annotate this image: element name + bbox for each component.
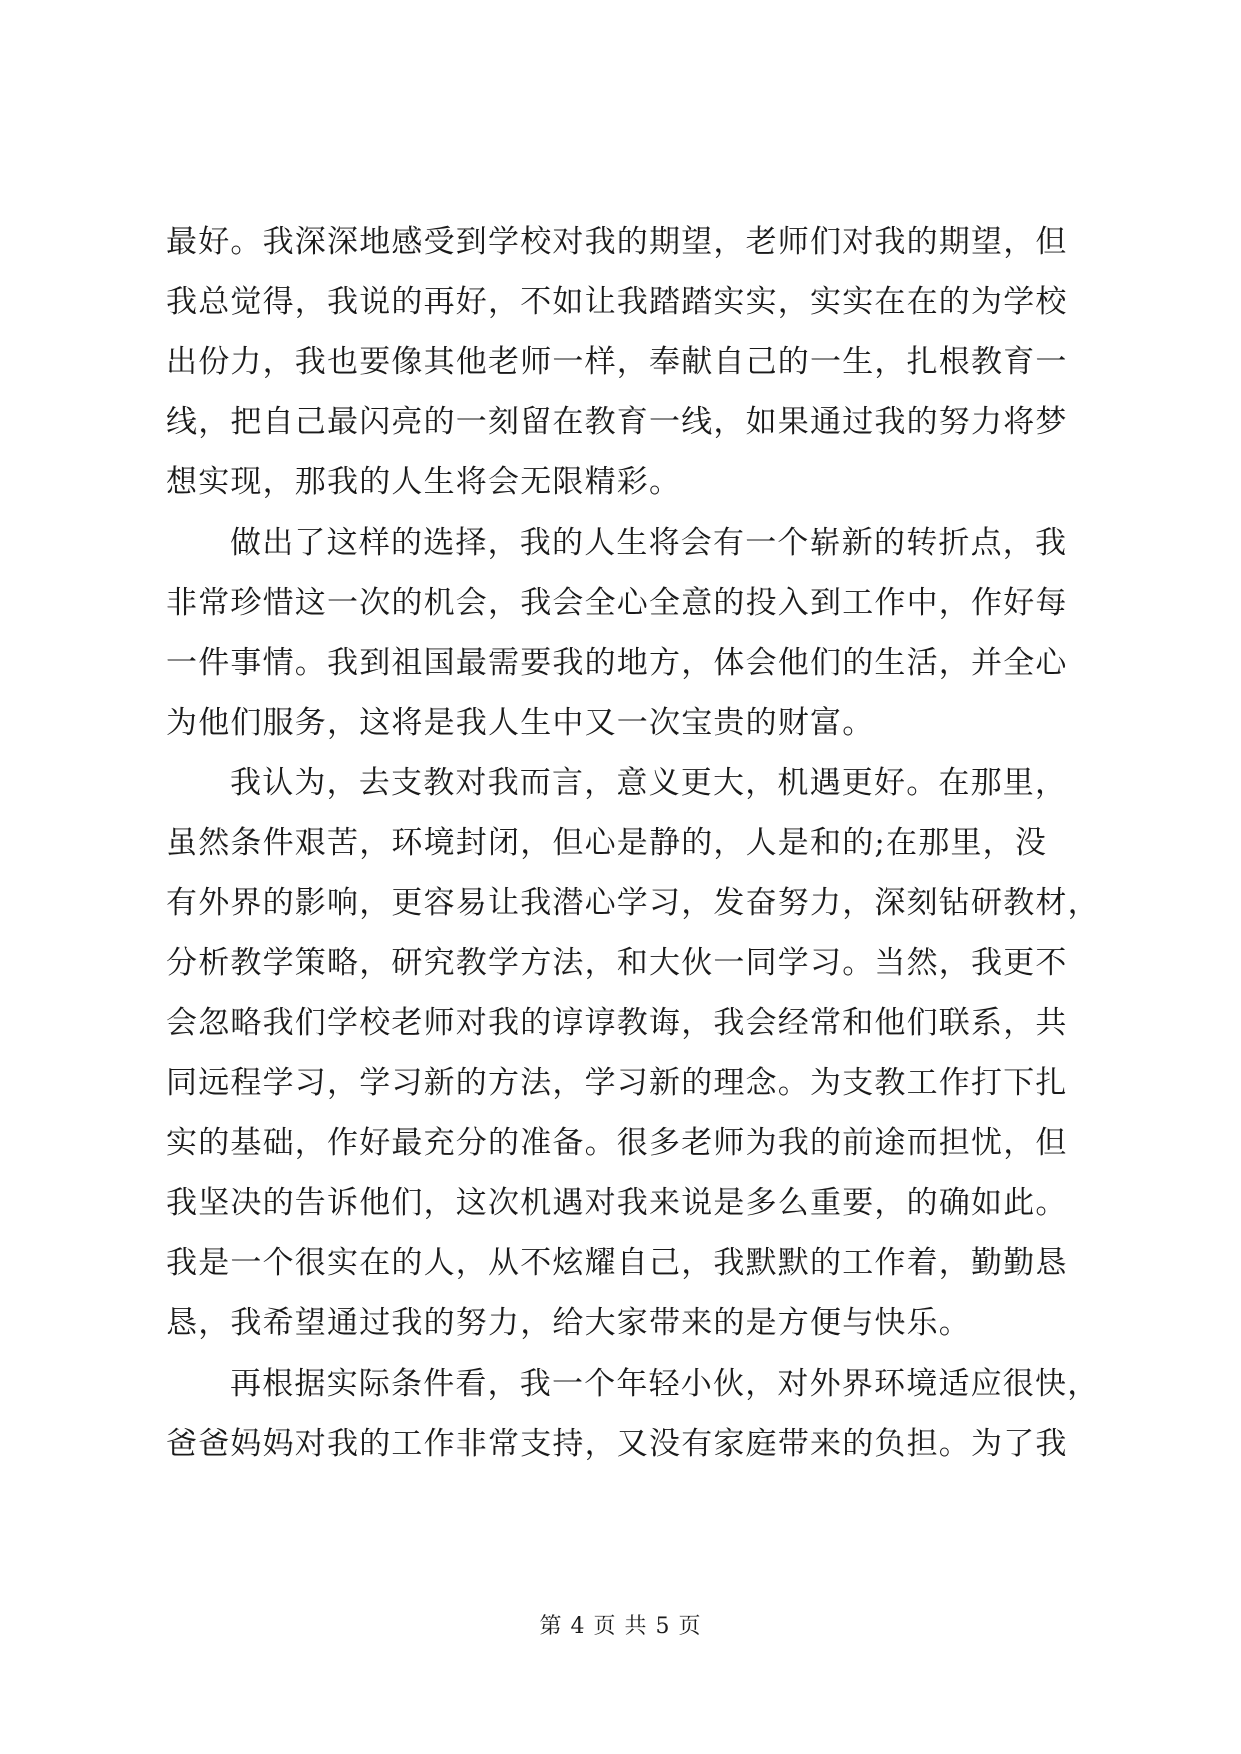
paragraph-first-line: 再根据实际条件看，我一个年轻小伙，对外界环境适应很快， — [230, 1366, 1100, 1402]
text-line: 线，把自己最闪亮的一刻留在教育一线，如果通过我的努力将梦 — [166, 404, 1068, 440]
text-line: 恳，我希望通过我的努力，给大家带来的是方便与快乐。 — [166, 1305, 971, 1341]
text-line: 分析教学策略，研究教学方法，和大伙一同学习。当然，我更不 — [166, 945, 1068, 981]
paragraph-first-line: 我认为，去支教对我而言，意义更大，机遇更好。在那里， — [230, 765, 1068, 801]
text-line: 会忽略我们学校老师对我的谆谆教诲，我会经常和他们联系，共 — [166, 1005, 1068, 1041]
text-line: 我坚决的告诉他们，这次机遇对我来说是多么重要，的确如此。 — [166, 1185, 1068, 1221]
text-line: 爸爸妈妈对我的工作非常支持，又没有家庭带来的负担。为了我 — [166, 1426, 1068, 1462]
text-line: 有外界的影响，更容易让我潜心学习，发奋努力，深刻钻研教材， — [166, 885, 1100, 921]
text-line: 非常珍惜这一次的机会，我会全心全意的投入到工作中，作好每 — [166, 585, 1068, 621]
paragraph-first-line: 做出了这样的选择，我的人生将会有一个崭新的转折点，我 — [230, 525, 1068, 561]
text-line: 一件事情。我到祖国最需要我的地方，体会他们的生活，并全心 — [166, 645, 1068, 681]
text-line: 出份力，我也要像其他老师一样，奉献自己的一生，扎根教育一 — [166, 344, 1068, 380]
text-line: 为他们服务，这将是我人生中又一次宝贵的财富。 — [166, 705, 875, 741]
text-line: 我是一个很实在的人，从不炫耀自己，我默默的工作着，勤勤恳 — [166, 1245, 1068, 1281]
page-number-footer: 第 4 页 共 5 页 — [539, 1614, 702, 1639]
text-line: 最好。我深深地感受到学校对我的期望，老师们对我的期望，但 — [166, 224, 1068, 260]
text-line: 实的基础，作好最充分的准备。很多老师为我的前途而担忧，但 — [166, 1125, 1068, 1161]
text-line: 我总觉得，我说的再好，不如让我踏踏实实，实实在在的为学校 — [166, 284, 1068, 320]
text-line: 同远程学习，学习新的方法，学习新的理念。为支教工作打下扎 — [166, 1065, 1068, 1101]
text-line: 想实现，那我的人生将会无限精彩。 — [166, 464, 682, 500]
text-line: 虽然条件艰苦，环境封闭，但心是静的，人是和的;在那里，没 — [166, 825, 1048, 861]
